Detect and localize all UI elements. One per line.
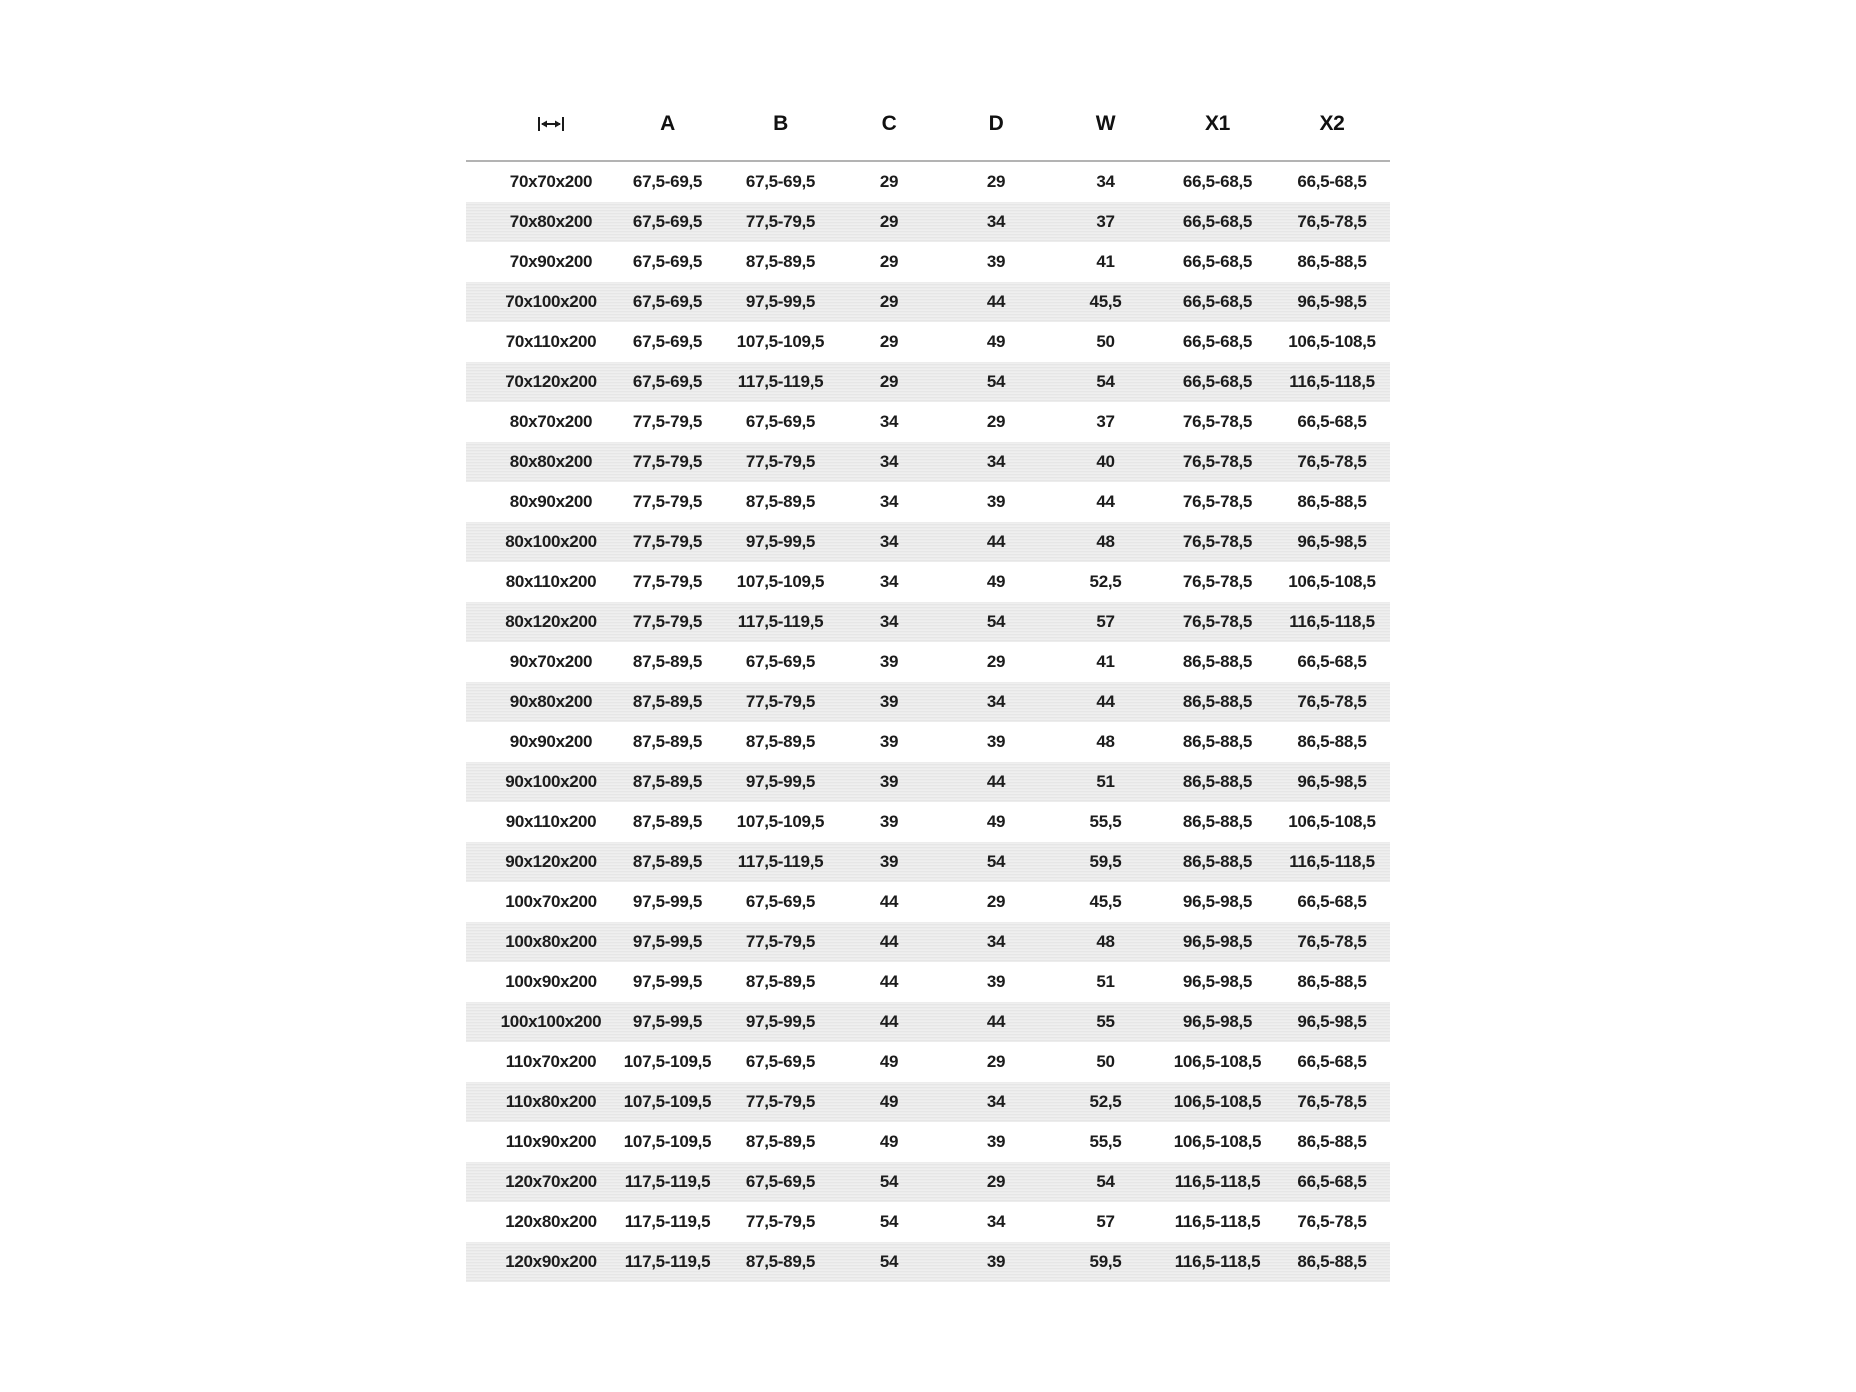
cell-x2: 106,5-108,5: [1288, 572, 1376, 591]
cell-c: 44: [879, 1012, 899, 1031]
cell-a: 77,5-79,5: [632, 612, 703, 631]
cell-d: 29: [986, 1172, 1006, 1191]
table-row: [466, 802, 1390, 842]
table-row: [466, 842, 1390, 882]
cell-w: 48: [1096, 532, 1115, 551]
cell-d: 34: [986, 1212, 1006, 1231]
cell-c: 29: [879, 212, 899, 231]
cell-w: 48: [1096, 932, 1115, 951]
cell-x1: 76,5-78,5: [1182, 612, 1253, 631]
cell-w: 44: [1096, 692, 1115, 711]
cell-w: 41: [1096, 252, 1115, 271]
table-row: [466, 562, 1390, 602]
cell-a: 67,5-69,5: [632, 252, 703, 271]
cell-size: 70x70x200: [509, 172, 593, 191]
table-row: [466, 642, 1390, 682]
cell-d: 29: [986, 1052, 1006, 1071]
cell-size: 120x90x200: [505, 1252, 597, 1271]
cell-a: 77,5-79,5: [632, 452, 703, 471]
cell-w: 34: [1096, 172, 1115, 191]
cell-a: 97,5-99,5: [632, 932, 703, 951]
cell-b: 67,5-69,5: [745, 412, 816, 431]
cell-b: 77,5-79,5: [745, 212, 816, 231]
cell-x2: 86,5-88,5: [1297, 492, 1367, 511]
cell-x2: 96,5-98,5: [1297, 1012, 1367, 1031]
cell-x1: 86,5-88,5: [1182, 772, 1253, 791]
cell-d: 29: [986, 412, 1006, 431]
cell-x2: 66,5-68,5: [1297, 412, 1367, 431]
table-row: [466, 522, 1390, 562]
cell-w: 45,5: [1089, 892, 1122, 911]
cell-d: 34: [986, 692, 1006, 711]
cell-c: 34: [879, 492, 899, 511]
table-row: [466, 322, 1390, 362]
cell-x2: 76,5-78,5: [1297, 932, 1367, 951]
cell-w: 37: [1096, 412, 1115, 431]
cell-size: 100x90x200: [505, 972, 597, 991]
cell-x1: 76,5-78,5: [1182, 412, 1253, 431]
cell-w: 50: [1096, 332, 1115, 351]
cell-w: 52,5: [1089, 572, 1122, 591]
cell-b: 67,5-69,5: [745, 1052, 816, 1071]
table-row: [466, 922, 1390, 962]
cell-a: 107,5-109,5: [623, 1052, 712, 1071]
cell-x2: 86,5-88,5: [1297, 972, 1367, 991]
cell-a: 77,5-79,5: [632, 572, 703, 591]
cell-x1: 106,5-108,5: [1173, 1132, 1262, 1151]
cell-b: 107,5-109,5: [736, 812, 825, 831]
header-cell-x1: X1: [1204, 112, 1231, 135]
cell-x2: 66,5-68,5: [1297, 652, 1367, 671]
cell-b: 97,5-99,5: [745, 532, 816, 551]
cell-c: 54: [879, 1252, 899, 1271]
cell-x2: 116,5-118,5: [1289, 612, 1375, 631]
cell-size: 120x70x200: [505, 1172, 597, 1191]
cell-x1: 106,5-108,5: [1173, 1052, 1262, 1071]
cell-d: 34: [986, 452, 1006, 471]
cell-x1: 106,5-108,5: [1173, 1092, 1262, 1111]
cell-x2: 76,5-78,5: [1297, 212, 1367, 231]
cell-size: 70x80x200: [509, 212, 593, 231]
cell-size: 90x90x200: [509, 732, 593, 751]
table-row: [466, 482, 1390, 522]
table-row: [466, 1122, 1390, 1162]
cell-c: 29: [879, 172, 899, 191]
table-row: [466, 282, 1390, 322]
table-row: [466, 722, 1390, 762]
cell-c: 49: [879, 1092, 899, 1111]
cell-x1: 116,5-118,5: [1174, 1212, 1261, 1231]
table-row: [466, 882, 1390, 922]
width-arrow-icon: [536, 114, 566, 134]
cell-w: 45,5: [1089, 292, 1122, 311]
cell-a: 87,5-89,5: [632, 652, 703, 671]
size-dimensions-table: [466, 88, 1390, 1282]
cell-size: 100x70x200: [505, 892, 597, 911]
cell-b: 117,5-119,5: [737, 612, 824, 631]
cell-x1: 76,5-78,5: [1182, 532, 1253, 551]
cell-x2: 66,5-68,5: [1297, 172, 1367, 191]
cell-w: 37: [1096, 212, 1115, 231]
table-row: [466, 962, 1390, 1002]
cell-x2: 76,5-78,5: [1297, 692, 1367, 711]
cell-w: 55,5: [1089, 812, 1122, 831]
cell-d: 49: [986, 572, 1006, 591]
cell-w: 57: [1096, 1212, 1115, 1231]
cell-a: 87,5-89,5: [632, 812, 703, 831]
cell-x1: 76,5-78,5: [1182, 452, 1253, 471]
cell-size: 70x110x200: [505, 332, 597, 351]
table-body: [466, 162, 1390, 1282]
cell-b: 97,5-99,5: [745, 772, 816, 791]
cell-x1: 76,5-78,5: [1182, 572, 1253, 591]
cell-d: 29: [986, 652, 1006, 671]
cell-x1: 86,5-88,5: [1182, 852, 1253, 871]
cell-d: 34: [986, 1092, 1006, 1111]
cell-c: 49: [879, 1052, 899, 1071]
cell-c: 39: [879, 652, 899, 671]
cell-w: 55,5: [1089, 1132, 1122, 1151]
cell-b: 67,5-69,5: [745, 652, 816, 671]
cell-c: 54: [879, 1172, 899, 1191]
cell-x2: 76,5-78,5: [1297, 452, 1367, 471]
cell-size: 120x80x200: [505, 1212, 597, 1231]
cell-d: 39: [986, 492, 1006, 511]
cell-d: 44: [986, 772, 1006, 791]
cell-a: 97,5-99,5: [632, 892, 703, 911]
header-cell-w: W: [1095, 112, 1116, 135]
cell-c: 39: [879, 812, 899, 831]
cell-size: 80x120x200: [505, 612, 597, 631]
header-cell-size: [466, 88, 610, 160]
header-cell-d: D: [988, 112, 1004, 135]
cell-c: 44: [879, 972, 899, 991]
cell-b: 67,5-69,5: [745, 1172, 816, 1191]
cell-x2: 66,5-68,5: [1297, 892, 1367, 911]
cell-x1: 66,5-68,5: [1182, 252, 1253, 271]
table-row: [466, 682, 1390, 722]
cell-c: 29: [879, 332, 899, 351]
cell-x2: 106,5-108,5: [1288, 332, 1376, 351]
table-row: [466, 1242, 1390, 1282]
cell-w: 40: [1096, 452, 1115, 471]
cell-w: 54: [1096, 1172, 1115, 1191]
cell-x1: 96,5-98,5: [1182, 1012, 1253, 1031]
cell-c: 39: [879, 852, 899, 871]
cell-a: 117,5-119,5: [624, 1172, 711, 1191]
cell-b: 77,5-79,5: [745, 1092, 816, 1111]
cell-size: 70x90x200: [509, 252, 593, 271]
cell-b: 67,5-69,5: [745, 172, 816, 191]
cell-w: 59,5: [1089, 852, 1122, 871]
cell-d: 39: [986, 252, 1006, 271]
cell-x1: 66,5-68,5: [1182, 332, 1253, 351]
cell-x2: 66,5-68,5: [1297, 1052, 1367, 1071]
cell-b: 117,5-119,5: [737, 852, 824, 871]
cell-x2: 76,5-78,5: [1297, 1092, 1367, 1111]
cell-w: 51: [1096, 772, 1115, 791]
table-row: [466, 442, 1390, 482]
cell-size: 100x80x200: [505, 932, 597, 951]
cell-size: 90x80x200: [509, 692, 593, 711]
cell-c: 44: [879, 932, 899, 951]
cell-w: 44: [1096, 492, 1115, 511]
cell-a: 67,5-69,5: [632, 332, 703, 351]
cell-a: 117,5-119,5: [624, 1252, 711, 1271]
cell-size: 70x120x200: [505, 372, 597, 391]
cell-a: 107,5-109,5: [623, 1132, 712, 1151]
cell-w: 59,5: [1089, 1252, 1122, 1271]
cell-size: 90x120x200: [505, 852, 597, 871]
cell-a: 67,5-69,5: [632, 212, 703, 231]
cell-x2: 86,5-88,5: [1297, 252, 1367, 271]
cell-a: 87,5-89,5: [632, 732, 703, 751]
table-row: [466, 1002, 1390, 1042]
cell-size: 110x70x200: [505, 1052, 597, 1071]
cell-b: 67,5-69,5: [745, 892, 816, 911]
cell-c: 34: [879, 612, 899, 631]
cell-d: 54: [986, 852, 1006, 871]
cell-size: 80x70x200: [509, 412, 593, 431]
header-cell-b: B: [773, 112, 788, 135]
header-cell-a: A: [660, 112, 675, 135]
cell-b: 77,5-79,5: [745, 932, 816, 951]
cell-x1: 66,5-68,5: [1182, 172, 1253, 191]
cell-x1: 66,5-68,5: [1182, 372, 1253, 391]
cell-x1: 86,5-88,5: [1182, 692, 1253, 711]
cell-a: 97,5-99,5: [632, 972, 703, 991]
table-row: [466, 1082, 1390, 1122]
cell-c: 29: [879, 252, 899, 271]
cell-d: 29: [986, 892, 1006, 911]
cell-x2: 76,5-78,5: [1297, 1212, 1367, 1231]
cell-a: 97,5-99,5: [632, 1012, 703, 1031]
cell-x2: 86,5-88,5: [1297, 1132, 1367, 1151]
cell-b: 97,5-99,5: [745, 1012, 816, 1031]
cell-b: 87,5-89,5: [745, 1252, 816, 1271]
cell-w: 54: [1096, 372, 1115, 391]
cell-size: 110x90x200: [505, 1132, 597, 1151]
cell-d: 34: [986, 212, 1006, 231]
cell-a: 67,5-69,5: [632, 292, 703, 311]
table-header-row: [466, 88, 1390, 162]
table-row: [466, 242, 1390, 282]
cell-b: 77,5-79,5: [745, 1212, 816, 1231]
cell-d: 39: [986, 1132, 1006, 1151]
cell-d: 44: [986, 292, 1006, 311]
cell-d: 34: [986, 932, 1006, 951]
cell-size: 80x100x200: [505, 532, 597, 551]
header-cell-c: C: [881, 112, 897, 135]
table-row: [466, 162, 1390, 202]
cell-c: 34: [879, 452, 899, 471]
cell-w: 50: [1096, 1052, 1115, 1071]
table-row: [466, 1162, 1390, 1202]
cell-x1: 96,5-98,5: [1182, 892, 1253, 911]
cell-w: 55: [1096, 1012, 1115, 1031]
cell-x2: 86,5-88,5: [1297, 732, 1367, 751]
cell-d: 44: [986, 1012, 1006, 1031]
cell-b: 107,5-109,5: [736, 572, 825, 591]
cell-x1: 86,5-88,5: [1182, 732, 1253, 751]
cell-w: 52,5: [1089, 1092, 1122, 1111]
cell-w: 41: [1096, 652, 1115, 671]
cell-c: 29: [879, 292, 899, 311]
cell-x2: 86,5-88,5: [1297, 1252, 1367, 1271]
cell-d: 49: [986, 332, 1006, 351]
cell-w: 51: [1096, 972, 1115, 991]
table-row: [466, 202, 1390, 242]
cell-x2: 66,5-68,5: [1297, 1172, 1367, 1191]
cell-a: 67,5-69,5: [632, 172, 703, 191]
cell-a: 77,5-79,5: [632, 532, 703, 551]
cell-b: 117,5-119,5: [737, 372, 824, 391]
cell-x2: 116,5-118,5: [1289, 852, 1375, 871]
header-cell-x2: X2: [1319, 112, 1345, 135]
cell-x2: 96,5-98,5: [1297, 292, 1367, 311]
table-row: [466, 362, 1390, 402]
cell-x1: 96,5-98,5: [1182, 972, 1253, 991]
cell-b: 77,5-79,5: [745, 452, 816, 471]
cell-a: 77,5-79,5: [632, 412, 703, 431]
cell-size: 110x80x200: [505, 1092, 597, 1111]
cell-size: 70x100x200: [505, 292, 597, 311]
cell-c: 34: [879, 412, 899, 431]
table-row: [466, 1202, 1390, 1242]
cell-size: 80x80x200: [509, 452, 593, 471]
cell-b: 77,5-79,5: [745, 692, 816, 711]
cell-x2: 116,5-118,5: [1289, 372, 1375, 391]
cell-b: 87,5-89,5: [745, 732, 816, 751]
cell-size: 100x100x200: [500, 1012, 602, 1031]
cell-b: 87,5-89,5: [745, 1132, 816, 1151]
cell-x1: 66,5-68,5: [1182, 212, 1253, 231]
cell-d: 54: [986, 372, 1006, 391]
cell-a: 117,5-119,5: [624, 1212, 711, 1231]
cell-c: 29: [879, 372, 899, 391]
cell-x1: 76,5-78,5: [1182, 492, 1253, 511]
cell-b: 97,5-99,5: [745, 292, 816, 311]
cell-a: 67,5-69,5: [632, 372, 703, 391]
cell-d: 44: [986, 532, 1006, 551]
cell-d: 54: [986, 612, 1006, 631]
cell-x1: 86,5-88,5: [1182, 812, 1253, 831]
cell-x1: 86,5-88,5: [1182, 652, 1253, 671]
cell-a: 107,5-109,5: [623, 1092, 712, 1111]
cell-c: 49: [879, 1132, 899, 1151]
cell-d: 39: [986, 972, 1006, 991]
table-row: [466, 402, 1390, 442]
cell-c: 44: [879, 892, 899, 911]
cell-x1: 116,5-118,5: [1174, 1172, 1261, 1191]
cell-d: 39: [986, 1252, 1006, 1271]
cell-x2: 106,5-108,5: [1288, 812, 1376, 831]
cell-b: 107,5-109,5: [736, 332, 825, 351]
cell-b: 87,5-89,5: [745, 972, 816, 991]
cell-a: 87,5-89,5: [632, 772, 703, 791]
cell-size: 90x110x200: [505, 812, 597, 831]
cell-c: 34: [879, 532, 899, 551]
cell-c: 39: [879, 772, 899, 791]
cell-d: 29: [986, 172, 1006, 191]
cell-size: 90x70x200: [509, 652, 593, 671]
cell-w: 48: [1096, 732, 1115, 751]
cell-c: 39: [879, 732, 899, 751]
cell-d: 39: [986, 732, 1006, 751]
cell-x2: 96,5-98,5: [1297, 772, 1367, 791]
cell-c: 54: [879, 1212, 899, 1231]
cell-c: 39: [879, 692, 899, 711]
cell-size: 80x110x200: [505, 572, 597, 591]
cell-a: 87,5-89,5: [632, 852, 703, 871]
cell-size: 90x100x200: [505, 772, 597, 791]
cell-c: 34: [879, 572, 899, 591]
cell-x1: 96,5-98,5: [1182, 932, 1253, 951]
cell-d: 49: [986, 812, 1006, 831]
cell-x1: 66,5-68,5: [1182, 292, 1253, 311]
table-row: [466, 602, 1390, 642]
cell-w: 57: [1096, 612, 1115, 631]
cell-a: 87,5-89,5: [632, 692, 703, 711]
cell-b: 87,5-89,5: [745, 492, 816, 511]
cell-a: 77,5-79,5: [632, 492, 703, 511]
table-row: [466, 1042, 1390, 1082]
cell-size: 80x90x200: [509, 492, 593, 511]
cell-x2: 96,5-98,5: [1297, 532, 1367, 551]
cell-b: 87,5-89,5: [745, 252, 816, 271]
table-row: [466, 762, 1390, 802]
cell-x1: 116,5-118,5: [1174, 1252, 1261, 1271]
